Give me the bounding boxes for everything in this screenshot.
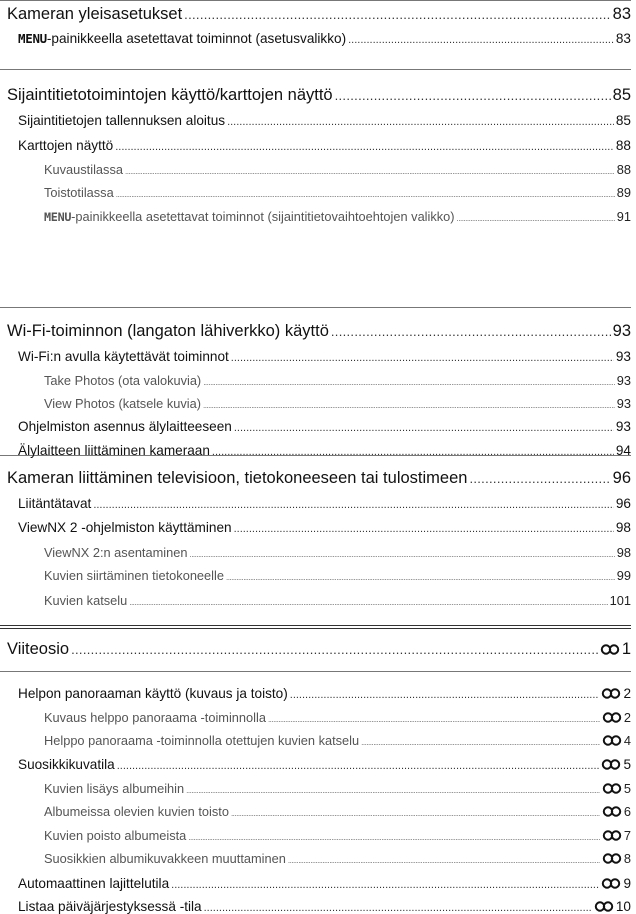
reference-section-icon xyxy=(602,735,622,746)
toc-entry-title xyxy=(18,876,169,891)
dot-leader xyxy=(268,715,600,724)
toc-entry-title xyxy=(44,851,286,866)
dot-leader xyxy=(335,88,611,103)
dot-leader xyxy=(117,760,600,772)
reference-section-icon xyxy=(594,901,614,912)
dot-leader xyxy=(189,550,614,559)
toc-entry-h1[interactable] xyxy=(7,86,631,105)
toc-entry-page xyxy=(613,86,631,105)
dot-leader xyxy=(203,378,615,387)
reference-section-icon xyxy=(602,712,622,723)
toc-entry-title xyxy=(7,640,69,659)
toc-entry-title-text: Viiteosio xyxy=(7,640,70,658)
toc-entry-page xyxy=(613,469,631,488)
menu-button-label: MENU xyxy=(18,31,47,46)
page-number: 96 xyxy=(612,469,631,487)
toc-entry-h3[interactable] xyxy=(44,828,631,843)
dot-leader xyxy=(93,499,614,511)
page-number: 93 xyxy=(615,349,631,364)
toc-entry-title-text: Sijaintitietotoimintojen käyttö/karttojen näyttö xyxy=(7,86,333,104)
toc-entry-h2[interactable] xyxy=(18,419,631,434)
toc-entry-page xyxy=(594,899,631,914)
toc-entry-h1[interactable] xyxy=(7,322,631,341)
toc-entry-title xyxy=(44,828,186,843)
page-number: 93 xyxy=(615,419,631,434)
toc-entry-title xyxy=(44,373,201,388)
dot-leader xyxy=(231,352,614,364)
toc-entry-title-text: -painikkeella asetettavat toiminnot (asetusvalikko) xyxy=(46,31,347,46)
toc-entry-title xyxy=(44,185,114,200)
toc-entry-title xyxy=(44,804,229,819)
toc-entry-h3[interactable] xyxy=(44,851,631,866)
toc-entry-h3[interactable] xyxy=(44,710,631,725)
page-number: 96 xyxy=(615,496,631,511)
dot-leader xyxy=(234,523,614,535)
toc-entry-page xyxy=(602,733,631,748)
toc-entry-page xyxy=(617,185,631,200)
toc-entry-title-text: Wi-Fi-toiminnon (langaton lähiverkko) käyttö xyxy=(7,322,329,340)
toc-entry-title-text: Take Photos (ota valokuvia) xyxy=(44,373,202,388)
toc-entry-title-text: ViewNX 2:n asentaminen xyxy=(44,545,188,560)
toc-entry-h3[interactable] xyxy=(44,781,631,796)
dot-leader xyxy=(231,809,600,818)
toc-entry-title xyxy=(44,396,201,411)
section-divider-double xyxy=(0,625,631,626)
toc-entry-title-text: Albumeissa olevien kuvien toisto xyxy=(44,804,229,819)
toc-entry-title-text: -painikkeella asetettavat toiminnot (sijaintitietovaihtoehtojen valikko) xyxy=(71,209,455,224)
toc-entry-title xyxy=(18,349,229,364)
toc-entry-title xyxy=(18,686,288,701)
page-number: 85 xyxy=(615,113,631,128)
toc-entry-page xyxy=(613,322,631,341)
page-number: 83 xyxy=(615,31,631,46)
toc-entry-title-text: ViewNX 2 -ohjelmiston käyttäminen xyxy=(18,520,232,535)
toc-entry-page xyxy=(600,640,631,659)
toc-entry-title-text: Wi-Fi:n avulla käytettävät toiminnot xyxy=(18,349,229,364)
page-number: 6 xyxy=(623,804,631,819)
dot-leader xyxy=(116,190,615,199)
toc-entry-title-text: View Photos (katsele kuvia) xyxy=(44,396,201,411)
toc-entry-title xyxy=(7,322,329,341)
toc-entry-title-text: Helppo panoraama -toiminnolla otettujen kuvien katselu xyxy=(44,733,360,748)
toc-entry-page xyxy=(617,209,631,224)
toc-entry-h3[interactable] xyxy=(44,185,631,200)
page-number: 89 xyxy=(616,185,631,200)
toc-entry-page xyxy=(616,31,631,46)
toc-entry-h2[interactable] xyxy=(18,757,631,772)
toc-entry-title xyxy=(44,209,455,224)
dot-leader xyxy=(469,471,610,486)
toc-entry-page xyxy=(602,828,631,843)
dot-leader xyxy=(115,141,614,153)
toc-entry-title xyxy=(7,5,182,24)
toc-entry-h2[interactable] xyxy=(18,876,631,891)
dot-leader xyxy=(226,573,615,582)
section-divider xyxy=(0,69,631,70)
toc-entry-title-text: Sijaintitietojen tallennuksen aloitus xyxy=(18,113,226,128)
reference-section-icon xyxy=(600,644,620,655)
dot-leader xyxy=(361,738,600,747)
toc-entry-title xyxy=(44,545,187,560)
toc-entry-title-text: Kuvaustilassa xyxy=(44,162,123,177)
toc-entry-h2[interactable] xyxy=(18,686,631,701)
page-number: 10 xyxy=(615,899,631,914)
toc-entry-page xyxy=(601,876,631,891)
toc-entry-title-text: Kuvien poisto albumeista xyxy=(44,828,187,843)
reference-section-icon xyxy=(602,783,622,794)
dot-leader xyxy=(71,642,598,657)
toc-entry-title xyxy=(18,113,225,128)
toc-entry-h3[interactable] xyxy=(44,209,631,224)
toc-entry-title-text: Kuvien lisäys albumeihin xyxy=(44,781,185,796)
page-number: 98 xyxy=(616,545,631,560)
toc-entry-page xyxy=(616,496,631,511)
dot-leader xyxy=(227,116,614,128)
toc-entry-page xyxy=(610,593,631,608)
toc-entry-title-text: Suosikkikuvatila xyxy=(18,757,115,772)
toc-entry-title xyxy=(18,443,210,458)
toc-entry-h2[interactable] xyxy=(18,496,631,511)
page-number: 93 xyxy=(616,373,631,388)
toc-entry-title xyxy=(7,469,467,488)
dot-leader xyxy=(457,214,615,223)
page-number: 93 xyxy=(612,322,631,340)
menu-button-label: MENU xyxy=(44,210,72,224)
toc-entry-title xyxy=(18,138,113,153)
toc-entry-h3[interactable] xyxy=(44,162,631,177)
toc-entry-title xyxy=(18,31,346,46)
toc-entry-h2[interactable] xyxy=(18,113,631,128)
page-number: 7 xyxy=(623,828,631,843)
page-number: 8 xyxy=(623,851,631,866)
page-number: 94 xyxy=(615,443,631,458)
page-number: 9 xyxy=(623,876,631,891)
toc-entry-title xyxy=(18,419,232,434)
page-number: 99 xyxy=(616,568,631,583)
reference-section-icon xyxy=(601,688,621,699)
toc-entry-page xyxy=(602,781,631,796)
dot-leader xyxy=(331,324,611,339)
toc-entry-title xyxy=(18,520,232,535)
toc-entry-h2[interactable] xyxy=(18,443,631,458)
toc-entry-page xyxy=(616,419,631,434)
dot-leader xyxy=(125,167,615,176)
dot-leader xyxy=(188,833,600,842)
page-number: 5 xyxy=(623,757,631,772)
dot-leader xyxy=(234,422,614,434)
toc-entry-h3[interactable] xyxy=(44,733,631,748)
dot-leader xyxy=(129,598,607,607)
toc-entry-title-text: Suosikkien albumikuvakkeen muuttaminen xyxy=(44,851,286,866)
toc-entry-page xyxy=(617,162,631,177)
reference-section-icon xyxy=(602,830,622,841)
page-number: 2 xyxy=(623,686,631,701)
dot-leader xyxy=(288,856,600,865)
page-number: 1 xyxy=(621,640,631,658)
toc-entry-title-text: Kuvien siirtäminen tietokoneelle xyxy=(44,568,224,583)
dot-leader xyxy=(348,34,614,46)
toc-entry-page xyxy=(617,545,631,560)
toc-entry-h3[interactable] xyxy=(44,593,631,608)
toc-entry-title xyxy=(44,710,266,725)
toc-entry-title xyxy=(44,733,359,748)
toc-entry-page xyxy=(616,443,631,458)
page-number: 2 xyxy=(623,710,631,725)
toc-entry-page xyxy=(616,520,631,535)
dot-leader xyxy=(204,902,592,914)
toc-entry-h3[interactable] xyxy=(44,545,631,560)
toc-entry-h3[interactable] xyxy=(44,804,631,819)
toc-entry-title xyxy=(44,568,224,583)
toc-entry-title-text: Kameran yleisasetukset xyxy=(7,5,183,23)
toc-entry-page xyxy=(602,804,631,819)
toc-entry-title-text: Älylaitteen liittäminen kameraan xyxy=(18,443,210,458)
toc-entry-title xyxy=(18,496,91,511)
page-number: 83 xyxy=(612,5,631,23)
toc-entry-h1[interactable] xyxy=(7,5,631,24)
page-number: 88 xyxy=(616,162,631,177)
toc-entry-page xyxy=(616,113,631,128)
reference-section-icon xyxy=(601,878,621,889)
toc-entry-page xyxy=(601,757,631,772)
page-number: 4 xyxy=(623,733,631,748)
dot-leader xyxy=(171,879,599,891)
toc-entry-title-text: Toistotilassa xyxy=(44,185,114,200)
toc-entry-page xyxy=(601,686,631,701)
page-number: 85 xyxy=(612,86,631,104)
toc-entry-title xyxy=(44,162,123,177)
toc-entry-title xyxy=(18,899,202,914)
section-divider xyxy=(0,0,631,1)
page-number: 98 xyxy=(615,520,631,535)
toc-entry-h1[interactable] xyxy=(7,640,631,659)
toc-entry-title-text: Ohjelmiston asennus älylaitteeseen xyxy=(18,419,232,434)
dot-leader xyxy=(186,786,600,795)
section-divider xyxy=(0,307,631,308)
toc-entry-title xyxy=(18,757,115,772)
reference-section-icon xyxy=(602,806,622,817)
page-number: 91 xyxy=(616,209,631,224)
toc-entry-title-text: Automaattinen lajittelutila xyxy=(18,876,170,891)
toc-entry-page xyxy=(602,710,631,725)
toc-entry-title-text: Karttojen näyttö xyxy=(18,138,114,153)
toc-entry-title xyxy=(7,86,333,105)
toc-entry-h2[interactable] xyxy=(18,138,631,153)
page-number: 88 xyxy=(615,138,631,153)
toc-entry-h3[interactable] xyxy=(44,373,631,388)
toc-entry-title-text: Kameran liittäminen televisioon, tietokoneeseen tai tulostimeen xyxy=(7,469,468,487)
page-number: 93 xyxy=(616,396,631,411)
page-number: 5 xyxy=(623,781,631,796)
section-divider xyxy=(0,671,631,672)
toc-entry-page xyxy=(616,138,631,153)
dot-leader xyxy=(290,689,600,701)
toc-entry-title-text: Kuvien katselu xyxy=(44,593,128,608)
toc-entry-h1[interactable] xyxy=(7,469,631,488)
toc-entry-title-text: Helpon panoraaman käyttö (kuvaus ja toisto) xyxy=(18,686,288,701)
toc-entry-title-text: Kuvaus helppo panoraama -toiminnolla xyxy=(44,710,266,725)
toc-entry-h2[interactable] xyxy=(18,520,631,535)
reference-section-icon xyxy=(602,853,622,864)
toc-entry-h3[interactable] xyxy=(44,568,631,583)
toc-entry-page xyxy=(617,396,631,411)
toc-entry-title-text: Listaa päiväjärjestyksessä -tila xyxy=(18,899,202,914)
dot-leader xyxy=(203,401,615,410)
toc-entry-title-text: Liitäntätavat xyxy=(18,496,92,511)
toc-entry-h2[interactable] xyxy=(18,899,631,914)
toc-entry-h3[interactable] xyxy=(44,396,631,411)
reference-section-icon xyxy=(601,759,621,770)
toc-entry-h2[interactable] xyxy=(18,31,631,46)
toc-entry-page xyxy=(602,851,631,866)
toc-entry-title xyxy=(44,781,184,796)
toc-entry-page xyxy=(617,373,631,388)
page-number: 101 xyxy=(609,593,631,608)
toc-entry-page xyxy=(616,349,631,364)
toc-entry-page xyxy=(617,568,631,583)
dot-leader xyxy=(212,446,614,458)
dot-leader xyxy=(184,7,610,22)
toc-entry-h2[interactable] xyxy=(18,349,631,364)
toc-entry-title xyxy=(44,593,127,608)
toc-entry-page xyxy=(613,5,631,24)
